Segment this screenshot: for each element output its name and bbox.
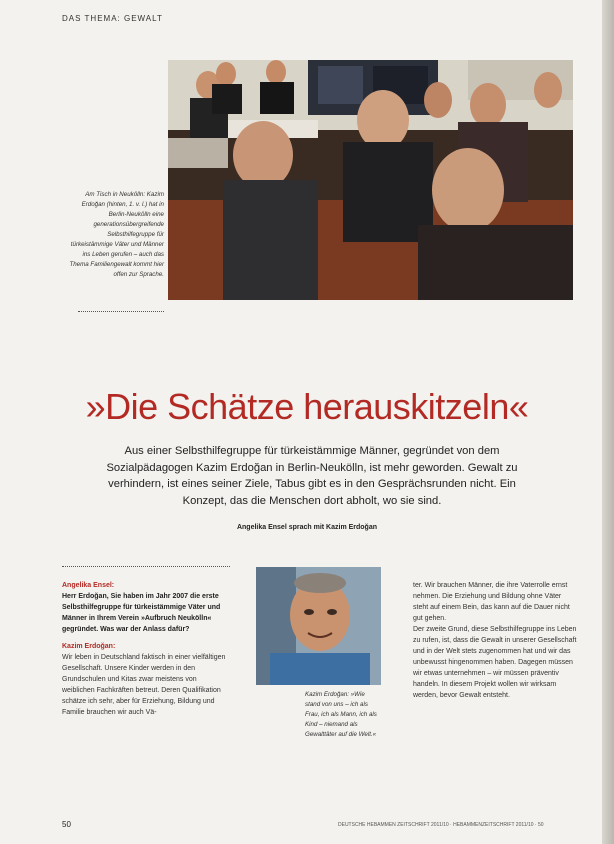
column-right-text-2: Der zweite Grund, diese Selbsthilfegruppe ins Leben zu rufen, ist, dass die Gewalt in unserer Gesellschaft und in der Welt stets zugenommen hat und wir das unbewusst hingenommen haben. Dagegen müssen wir etwas unternehmen – wir müssen präventiv handeln. In diesem Projekt wollen wir wirksam werden, bevor Gewalt entsteht. <box>413 626 577 699</box>
column-divider-left <box>62 566 230 567</box>
lead-paragraph: Aus einer Selbsthilfegruppe für türkeistämmige Männer, gegründet von dem Sozialpädagogen Kazim Erdoğan in Berlin-Neukölln, ist mehr geworden. Gewalt zu verhindern, ist eines seiner Ziele, Tabus gibt es in den Gesprächsrunden nicht. Ein Konzept, das die Menschen dort abholt, wo sie sind. <box>106 445 518 507</box>
portrait-photo <box>256 567 381 685</box>
group-photo <box>168 60 573 300</box>
interview-answer: Wir leben in Deutschland faktisch in einer vielfältigen Gesellschaft. Unsere Kinder werden in den Grundschulen und Kitas zwar meistens von weiblichen Fachkräften betreut. Deren Qualifikation schätze ich sehr, aber für Erziehung, Bildung und Familie brauchen wir auch Vä- <box>62 654 226 716</box>
section-label: DAS THEMA: GEWALT <box>62 14 163 23</box>
interviewee-name: Kazim Erdoğan: <box>62 643 116 650</box>
footer-imprint: DEUTSCHE HEBAMMEN ZEITSCHRIFT 2011/10 · HEBAMMENZEITSCHRIFT 2011/10 · 50 <box>338 822 544 828</box>
caption-divider <box>78 311 164 312</box>
photo-caption: Am Tisch in Neukölln: Kazim Erdoğan (hinten, 1. v. l.) hat in Berlin-Neukölln eine generationsübergreifende Selbsthilfegruppe für türkeistämmige Väter und Männer ins Leben gerufen – auch das Thema Familiengewalt kommt hier offen zur Sprache. <box>69 191 164 278</box>
interviewer-name: Angelika Ensel: <box>62 582 115 589</box>
column-right-text: ter. Wir brauchen Männer, die ihre Vaterrolle ernst nehmen. Die Erziehung und Bildung ohne Väter steht auf einem Bein, das kann auf die Dauer nicht gut gehen. <box>413 582 570 622</box>
page-number: 50 <box>62 820 71 829</box>
interview-question: Herr Erdoğan, Sie haben im Jahr 2007 die erste Selbsthilfegruppe für türkeistämmige Väter und Männer in Ihrem Verein »Aufbruch Neukölln« gegründet. Was war der Anlass dafür? <box>62 593 221 633</box>
interview-column-right <box>413 580 578 701</box>
interview-column-left <box>62 580 230 718</box>
portrait-caption: Kazim Erdoğan: »Wie stand von uns – ich als Frau, ich als Mann, ich als Kind – niemand als Gewalttäter auf die Welt.« <box>305 691 377 738</box>
headline: »Die Schätze herauskitzeln« <box>85 386 529 428</box>
byline: Angelika Ensel sprach mit Kazim Erdoğan <box>236 524 378 531</box>
